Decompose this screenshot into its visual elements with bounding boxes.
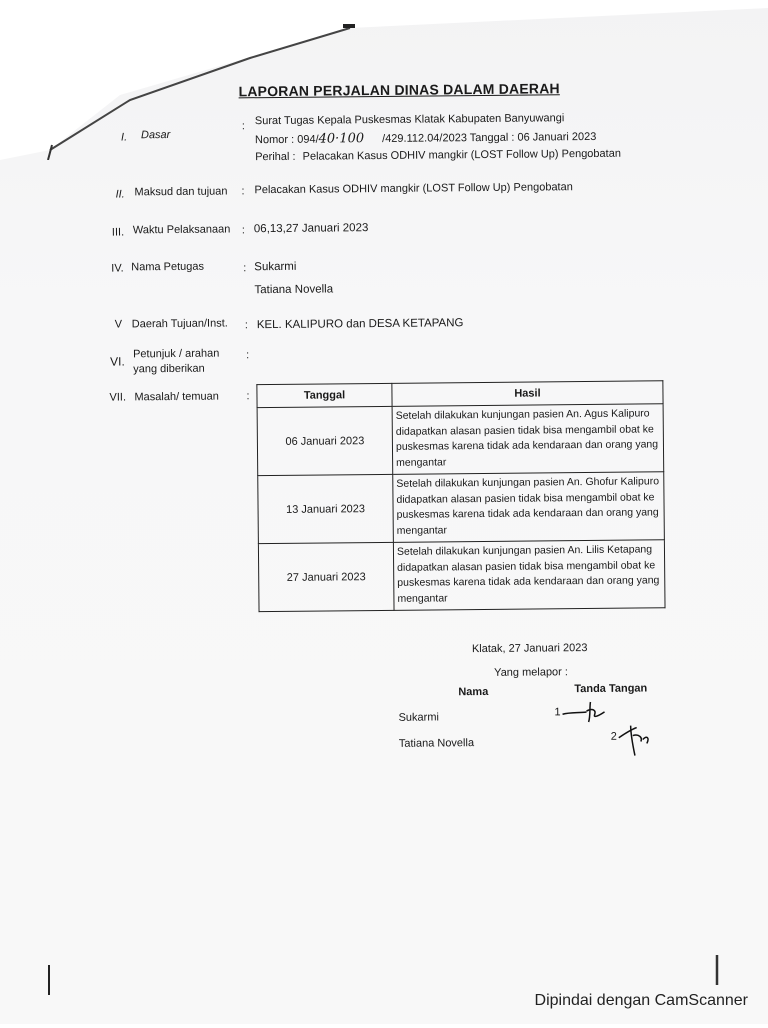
perihal-value: Pelacakan Kasus ODHIV mangkir (LOST Follow Up) Pengobatan xyxy=(302,147,621,163)
colon: : xyxy=(241,224,246,237)
signer-name-1: Sukarmi xyxy=(398,711,439,724)
cell-hasil: Setelah dilakukan kunjungan pasien An. Ghofur Kalipuro didapatkan alasan pasien tidak bisa mengambil obat ke puskesmas karena tidak ada kendaraan dan orang yang mengantar xyxy=(393,472,665,543)
maksud-value: Pelacakan Kasus ODHIV mangkir (LOST Follow Up) Pengobatan xyxy=(254,181,573,197)
section-number: III. xyxy=(111,226,125,239)
report-title: LAPORAN PERJALAN DINAS DALAM DAERAH xyxy=(238,80,560,100)
section-label-petugas: Nama Petugas xyxy=(131,260,205,274)
table-row xyxy=(258,472,665,544)
signature-number-1: 1 xyxy=(554,706,561,719)
column-nama: Nama xyxy=(458,685,489,699)
table-row xyxy=(257,404,664,476)
reporter-label: Yang melapor : xyxy=(494,666,568,679)
signature-number-2: 2 xyxy=(610,730,617,743)
place-date: Klatak, 27 Januari 2023 xyxy=(471,642,588,656)
section-label-dasar: Dasar xyxy=(140,128,171,142)
petugas-name-2: Tatiana Novella xyxy=(254,283,334,297)
signer-name-2: Tatiana Novella xyxy=(398,737,475,750)
colon: : xyxy=(246,349,250,362)
colon: : xyxy=(241,185,245,198)
section-label-petunjuk: Petunjuk / arahan yang diberikan xyxy=(133,347,220,376)
column-header-tanggal: Tanggal xyxy=(257,383,392,407)
camscanner-watermark: Dipindai dengan CamScanner xyxy=(534,992,748,1009)
nomor-suffix: /429.112.04/2023 Tanggal : 06 Januari 2023 xyxy=(382,130,597,145)
column-tanda-tangan: Tanda Tangan xyxy=(574,682,648,696)
perihal-label: Perihal : xyxy=(255,150,296,164)
findings-table xyxy=(256,380,665,612)
colon: : xyxy=(243,262,247,275)
cell-hasil: Setelah dilakukan kunjungan pasien An. Lilis Ketapang didapatkan alasan pasien tidak bisa mengambil obat ke puskesmas karena tidak ada kendaraan dan orang yang mengantar xyxy=(393,540,665,611)
section-number: VII. xyxy=(109,391,127,404)
colon: : xyxy=(244,319,248,332)
signature-1 xyxy=(560,700,610,724)
cell-hasil: Setelah dilakukan kunjungan pasien An. Agus Kalipuro didapatkan alasan pasien tidak bisa mengambil obat ke puskesmas karena tidak ada kendaraan dan orang yang mengantar xyxy=(392,404,664,475)
nomor-handwritten: 40·100 xyxy=(318,131,365,147)
section-number: II. xyxy=(115,188,125,201)
daerah-value: KEL. KALIPURO dan DESA KETAPANG xyxy=(256,317,464,332)
petugas-name-1: Sukarmi xyxy=(254,260,297,274)
column-header-hasil: Hasil xyxy=(392,381,663,407)
section-number: IV. xyxy=(111,262,124,275)
section-number: I. xyxy=(120,131,128,144)
section-label-maksud: Maksud dan tujuan xyxy=(134,185,228,199)
cell-tanggal: 27 Januari 2023 xyxy=(258,542,394,611)
dasar-perihal xyxy=(255,148,621,164)
section-number: V xyxy=(114,318,123,331)
cell-tanggal: 06 Januari 2023 xyxy=(257,406,393,475)
dasar-line-1: Surat Tugas Kepala Puskesmas Klatak Kabupaten Banyuwangi xyxy=(254,112,565,128)
dasar-nomor xyxy=(255,129,597,147)
waktu-value: 06,13,27 Januari 2023 xyxy=(253,222,369,236)
colon: : xyxy=(241,120,246,133)
section-label-daerah: Daerah Tujuan/Inst. xyxy=(131,317,228,331)
section-number: VI. xyxy=(110,354,125,369)
section-label-masalah: Masalah/ temuan xyxy=(134,390,219,404)
section-label-waktu: Waktu Pelaksanaan xyxy=(132,223,231,237)
table-row xyxy=(258,540,665,612)
signature-2 xyxy=(617,721,657,757)
nomor-prefix: Nomor : 094/ xyxy=(254,133,319,147)
colon: : xyxy=(246,390,250,403)
cell-tanggal: 13 Januari 2023 xyxy=(258,474,394,543)
